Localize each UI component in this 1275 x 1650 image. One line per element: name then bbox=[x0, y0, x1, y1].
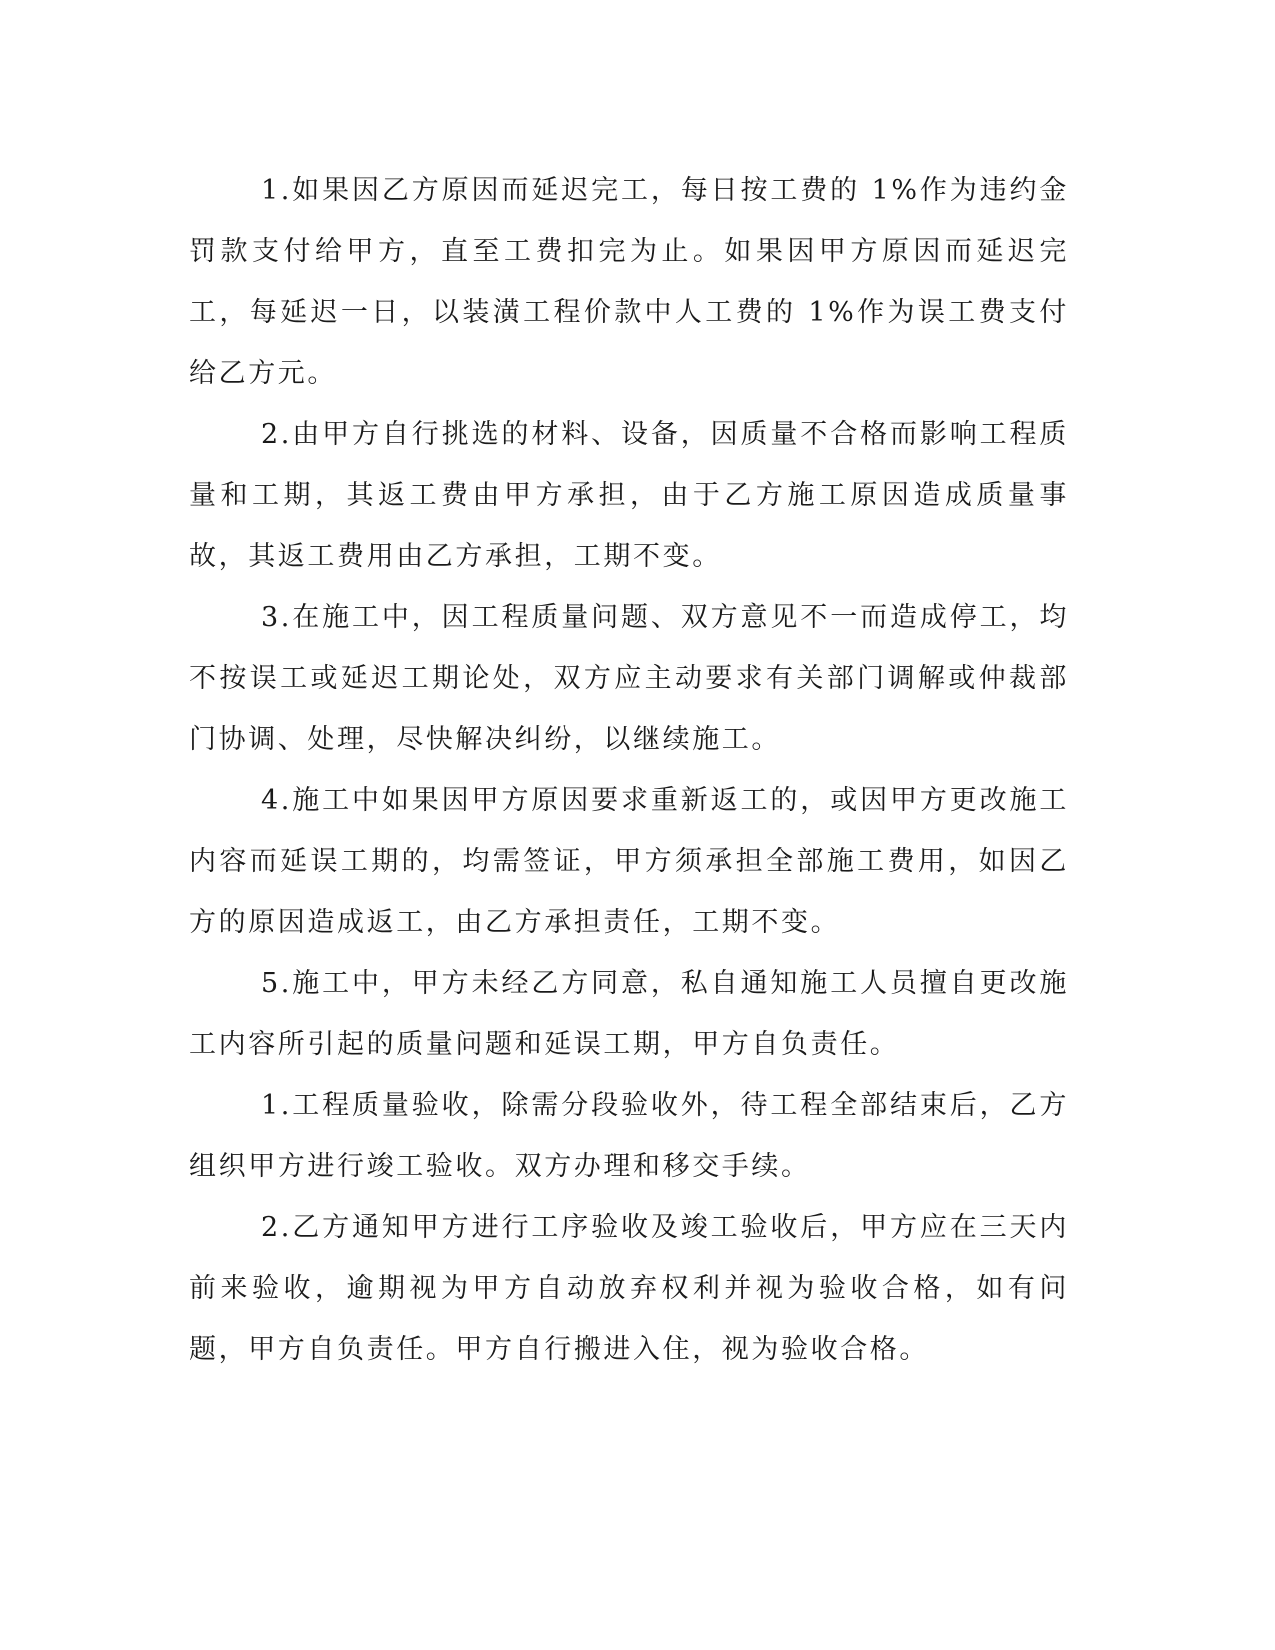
document-body bbox=[189, 160, 1069, 1380]
paragraph-work-stoppage: 3.在施工中，因工程质量问题、双方意见不一而造成停工，均不按误工或延迟工期论处，双方应主动要求有关部门调解或仲裁部门协调、处理，尽快解决纠纷，以继续施工。 bbox=[189, 602, 1069, 755]
paragraph-quality-acceptance: 1.工程质量验收，除需分段验收外，待工程全部结束后，乙方组织甲方进行竣工验收。双方办理和移交手续。 bbox=[189, 1090, 1069, 1182]
paragraph-material-quality: 2.由甲方自行挑选的材料、设备，因质量不合格而影响工程质量和工期，其返工费由甲方承担，由于乙方施工原因造成质量事故，其返工费用由乙方承担，工期不变。 bbox=[189, 419, 1069, 572]
paragraph-acceptance-notice: 2.乙方通知甲方进行工序验收及竣工验收后，甲方应在三天内前来验收，逾期视为甲方自动放弃权利并视为验收合格，如有问题，甲方自负责任。甲方自行搬进入住，视为验收合格。 bbox=[189, 1212, 1069, 1365]
paragraph-unauthorized-changes: 5.施工中，甲方未经乙方同意，私自通知施工人员擅自更改施工内容所引起的质量问题和延误工期，甲方自负责任。 bbox=[189, 968, 1069, 1060]
paragraph-rework: 4.施工中如果因甲方原因要求重新返工的，或因甲方更改施工内容而延误工期的，均需签证，甲方须承担全部施工费用，如因乙方的原因造成返工，由乙方承担责任，工期不变。 bbox=[189, 785, 1069, 938]
paragraph-delay-penalty: 1.如果因乙方原因而延迟完工，每日按工费的 1%作为违约金罚款支付给甲方，直至工费扣完为止。如果因甲方原因而延迟完工，每延迟一日，以装潢工程价款中人工费的 1%作为误工费支付给乙方元。 bbox=[189, 175, 1069, 389]
